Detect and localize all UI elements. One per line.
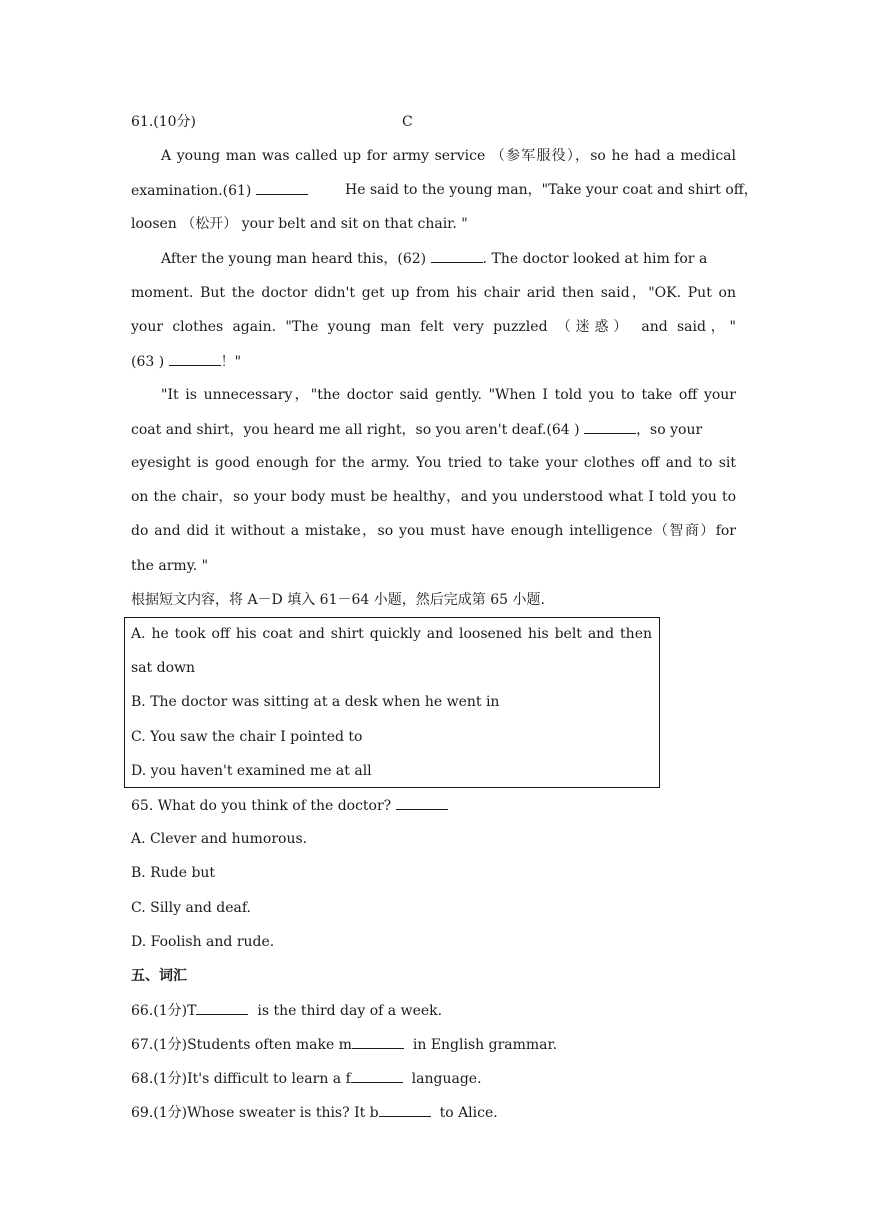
- passage-line: on the chair，so your body must be healthy，and you understood what I told you to: [131, 489, 736, 505]
- passage-text: (63 ): [131, 354, 165, 370]
- answer-blank-67: [352, 1034, 404, 1049]
- question-65-stem: [131, 795, 448, 816]
- question-69: [131, 1102, 498, 1123]
- passage-line: "It is unnecessary，"the doctor said gently. "When I told you to take off your: [161, 387, 736, 403]
- answer-blank-66: [196, 1000, 248, 1015]
- passage-line: moment. But the doctor didn't get up from his chair arid then said，"OK. Put on: [131, 285, 736, 301]
- passage-line: [161, 248, 707, 269]
- q65-option-b: B. Rude but: [131, 865, 216, 881]
- question-61-label: 61.(10分): [131, 114, 197, 130]
- question-text: 69.(1分)Whose sweater is this? It b: [131, 1105, 379, 1121]
- q65-option-d: D. Foolish and rude.: [131, 934, 275, 950]
- passage-line: [131, 180, 308, 201]
- passage-text: ，so your: [636, 422, 703, 438]
- option-a-line: sat down: [131, 660, 195, 676]
- question-text: 68.(1分)It's difficult to learn a f: [131, 1071, 351, 1087]
- passage-line: eyesight is good enough for the army. You tried to take your clothes off and to sit: [131, 455, 736, 471]
- q65-option-c: C. Silly and deaf.: [131, 900, 251, 916]
- answer-blank-68: [351, 1068, 403, 1083]
- section-letter: C: [402, 114, 413, 130]
- passage-line: your clothes again. "The young man felt very puzzled （迷惑） and said，": [131, 319, 736, 335]
- q65-option-a: A. Clever and humorous.: [131, 831, 308, 847]
- question-text: 66.(1分)T: [131, 1003, 197, 1019]
- passage-text: . The doctor looked at him for a: [482, 251, 708, 267]
- passage-line: [131, 419, 702, 440]
- question-text: in English grammar.: [412, 1037, 558, 1053]
- option-d: D. you haven't examined me at all: [131, 763, 372, 779]
- question-text: 67.(1分)Students often make m: [131, 1037, 352, 1053]
- passage-text: After the young man heard this，(62): [161, 251, 427, 267]
- question-text: language.: [411, 1071, 482, 1087]
- passage-line: loosen （松开） your belt and sit on that chair. ": [131, 216, 468, 232]
- option-b: B. The doctor was sitting at a desk when he went in: [131, 694, 500, 710]
- section-heading: 五、词汇: [131, 968, 187, 984]
- option-a-line: A. he took off his coat and shirt quickly and loosened his belt and then: [131, 626, 652, 642]
- answer-blank-69: [379, 1102, 431, 1117]
- instruction-text: 根据短文内容，将 A－D 填入 61－64 小题，然后完成第 65 小题.: [131, 592, 545, 608]
- passage-text: examination.(61): [131, 183, 252, 199]
- question-text: 65. What do you think of the doctor?: [131, 798, 392, 814]
- question-66: [131, 1000, 442, 1021]
- passage-text: He said to the young man，"Take your coat and shirt off，: [345, 182, 758, 198]
- answer-blank-62: [431, 248, 483, 263]
- answer-blank-65: [396, 795, 448, 810]
- question-67: [131, 1034, 557, 1055]
- answer-blank-64: [584, 419, 636, 434]
- passage-line: A young man was called up for army service （参军服役），so he had a medical: [161, 148, 736, 164]
- passage-text: ！": [220, 354, 242, 370]
- passage-line: [131, 351, 241, 372]
- option-c: C. You saw the chair I pointed to: [131, 729, 363, 745]
- passage-text: coat and shirt，you heard me all right，so you aren't deaf.(64 ): [131, 422, 580, 438]
- question-text: to Alice.: [439, 1105, 498, 1121]
- question-68: [131, 1068, 482, 1089]
- question-text: is the third day of a week.: [257, 1003, 443, 1019]
- passage-line: do and did it without a mistake，so you must have enough intelligence（智商）for: [131, 523, 736, 539]
- answer-blank-61: [256, 180, 308, 195]
- answer-blank-63: [169, 351, 221, 366]
- passage-line: the army. ": [131, 558, 209, 574]
